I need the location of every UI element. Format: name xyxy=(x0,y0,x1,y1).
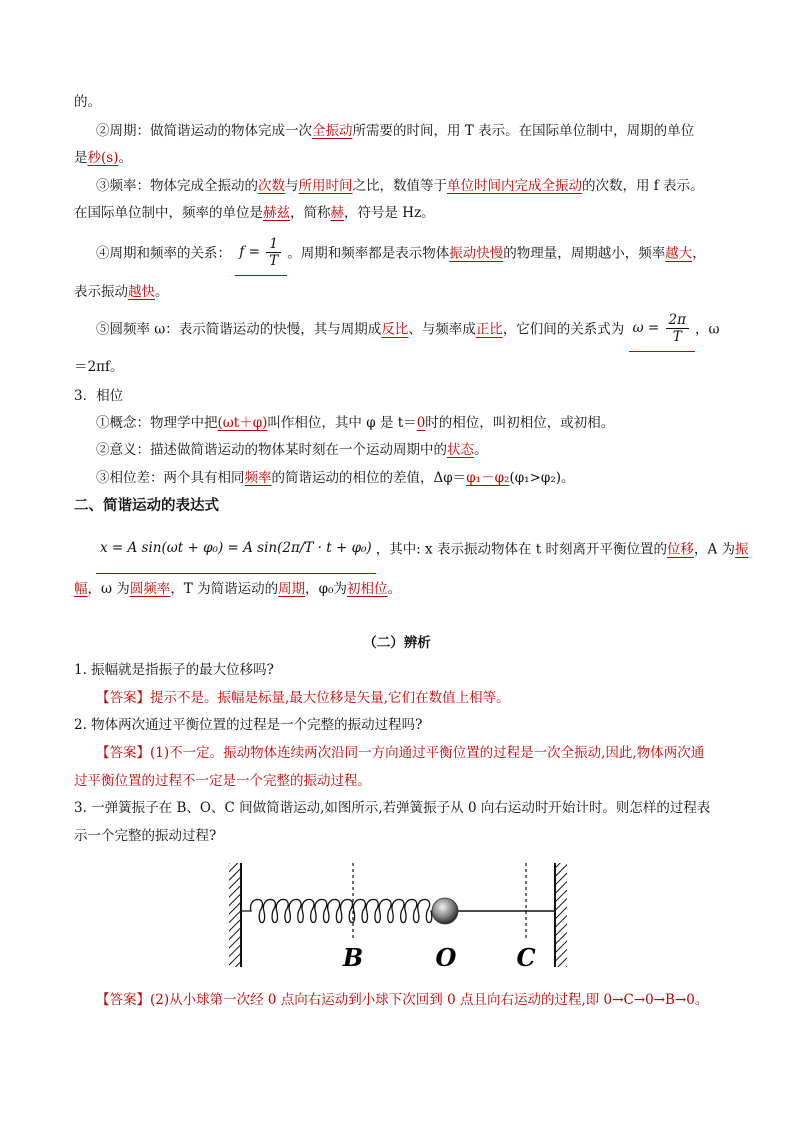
ball xyxy=(432,898,458,924)
phase-meaning: ②意义：描述做简谐运动的物体某时刻在一个运动周期中的状态。 xyxy=(96,442,488,458)
subsection-title: （二）辨析 xyxy=(363,635,431,651)
spring xyxy=(241,899,432,922)
answer-3: 【答案】(2)从小球第一次经 0 点向右运动到小球下次回到 0 点且向右运动的过程,即 0→C→0→B→0。 xyxy=(96,992,709,1008)
right-wall xyxy=(555,863,567,967)
omega-line-2: ＝2πf。 xyxy=(74,359,124,375)
expression-line-2: 幅，ω 为圆频率，T 为简谐运动的周期，φ₀为初相位。 xyxy=(74,581,401,597)
relation-line-2: 表示振动越快。 xyxy=(74,284,169,300)
omega-line: ⑤圆频率 ω：表示简谐运动的快慢，其与周期成反比、与频率成正比，它们间的关系式为 ω = $\frac{2\pi}{T}$ ，ω xyxy=(96,308,720,352)
section-2-title: 二、简谐运动的表达式 xyxy=(74,498,219,514)
phase-title: 3．相位 xyxy=(74,388,124,404)
phase-concept: ①概念：物理学中把(ωt＋φ)叫作相位，其中 φ 是 t＝0时的相位，叫初相位，或初相。 xyxy=(96,415,615,431)
spring-oscillator-figure xyxy=(225,858,575,973)
expression-formula: x = A sin(ωt + φ₀) = A sin(2π/T · t + φ₀) xyxy=(96,526,376,574)
frequency-line: ③频率：物体完成全振动的次数与所用时间之比，数值等于单位时间内完成全振动的次数，用 f 表示。 xyxy=(96,178,704,194)
label-O: O xyxy=(435,943,457,972)
question-1: 1. 振幅就是指振子的最大位移吗? xyxy=(74,662,274,678)
label-B: B xyxy=(342,943,364,972)
period-line-2: 是秒(s)。 xyxy=(74,150,132,166)
relation-formula: f = $\frac{1}{T}$ xyxy=(235,232,287,276)
expression-line: x = A sin(ωt + φ₀) = A sin(2π/T · t + φ₀) ，其中: x 表示振动物体在 t 时刻离开平衡位置的位移，A 为振 xyxy=(96,526,749,574)
relation-line: ④周期和频率的关系： f = $\frac{1}{T}$ 。周期和频率都是表示物体振动快慢的物理量，周期越小，频率越大， xyxy=(96,232,706,276)
label-C: C xyxy=(516,943,536,972)
answer-1: 【答案】提示不是。振幅是标量,最大位移是矢量,它们在数值上相等。 xyxy=(96,690,510,706)
frequency-line-2: 在国际单位制中，频率的单位是赫兹，简称赫，符号是 Hz。 xyxy=(74,205,435,221)
question-2: 2. 物体两次通过平衡位置的过程是一个完整的振动过程吗? xyxy=(74,717,423,733)
period-line: ②周期：做简谐运动的物体完成一次全振动所需要的时间，用 T 表示。在国际单位制中，周期的单位 xyxy=(96,123,695,139)
question-3-cont: 示一个完整的振动过程? xyxy=(74,828,217,844)
left-wall xyxy=(229,863,241,967)
answer-2-cont: 过平衡位置的过程不一定是一个完整的振动过程。 xyxy=(74,773,371,789)
line-continuation: 的。 xyxy=(74,94,101,110)
answer-2: 【答案】(1)不一定。振动物体连续两次沿同一方向通过平衡位置的过程是一次全振动,因此,物体两次通 xyxy=(96,745,705,761)
question-3: 3. 一弹簧振子在 B、O、C 间做简谐运动,如图所示,若弹簧振子从 0 向右运动时开始计时。则怎样的过程表 xyxy=(74,800,711,816)
omega-formula: ω = $\frac{2\pi}{T}$ xyxy=(629,308,695,352)
phase-difference: ③相位差：两个具有相同频率的简谐运动的相位的差值，Δφ＝φ₁－φ₂(φ₁>φ₂)。 xyxy=(96,470,575,486)
